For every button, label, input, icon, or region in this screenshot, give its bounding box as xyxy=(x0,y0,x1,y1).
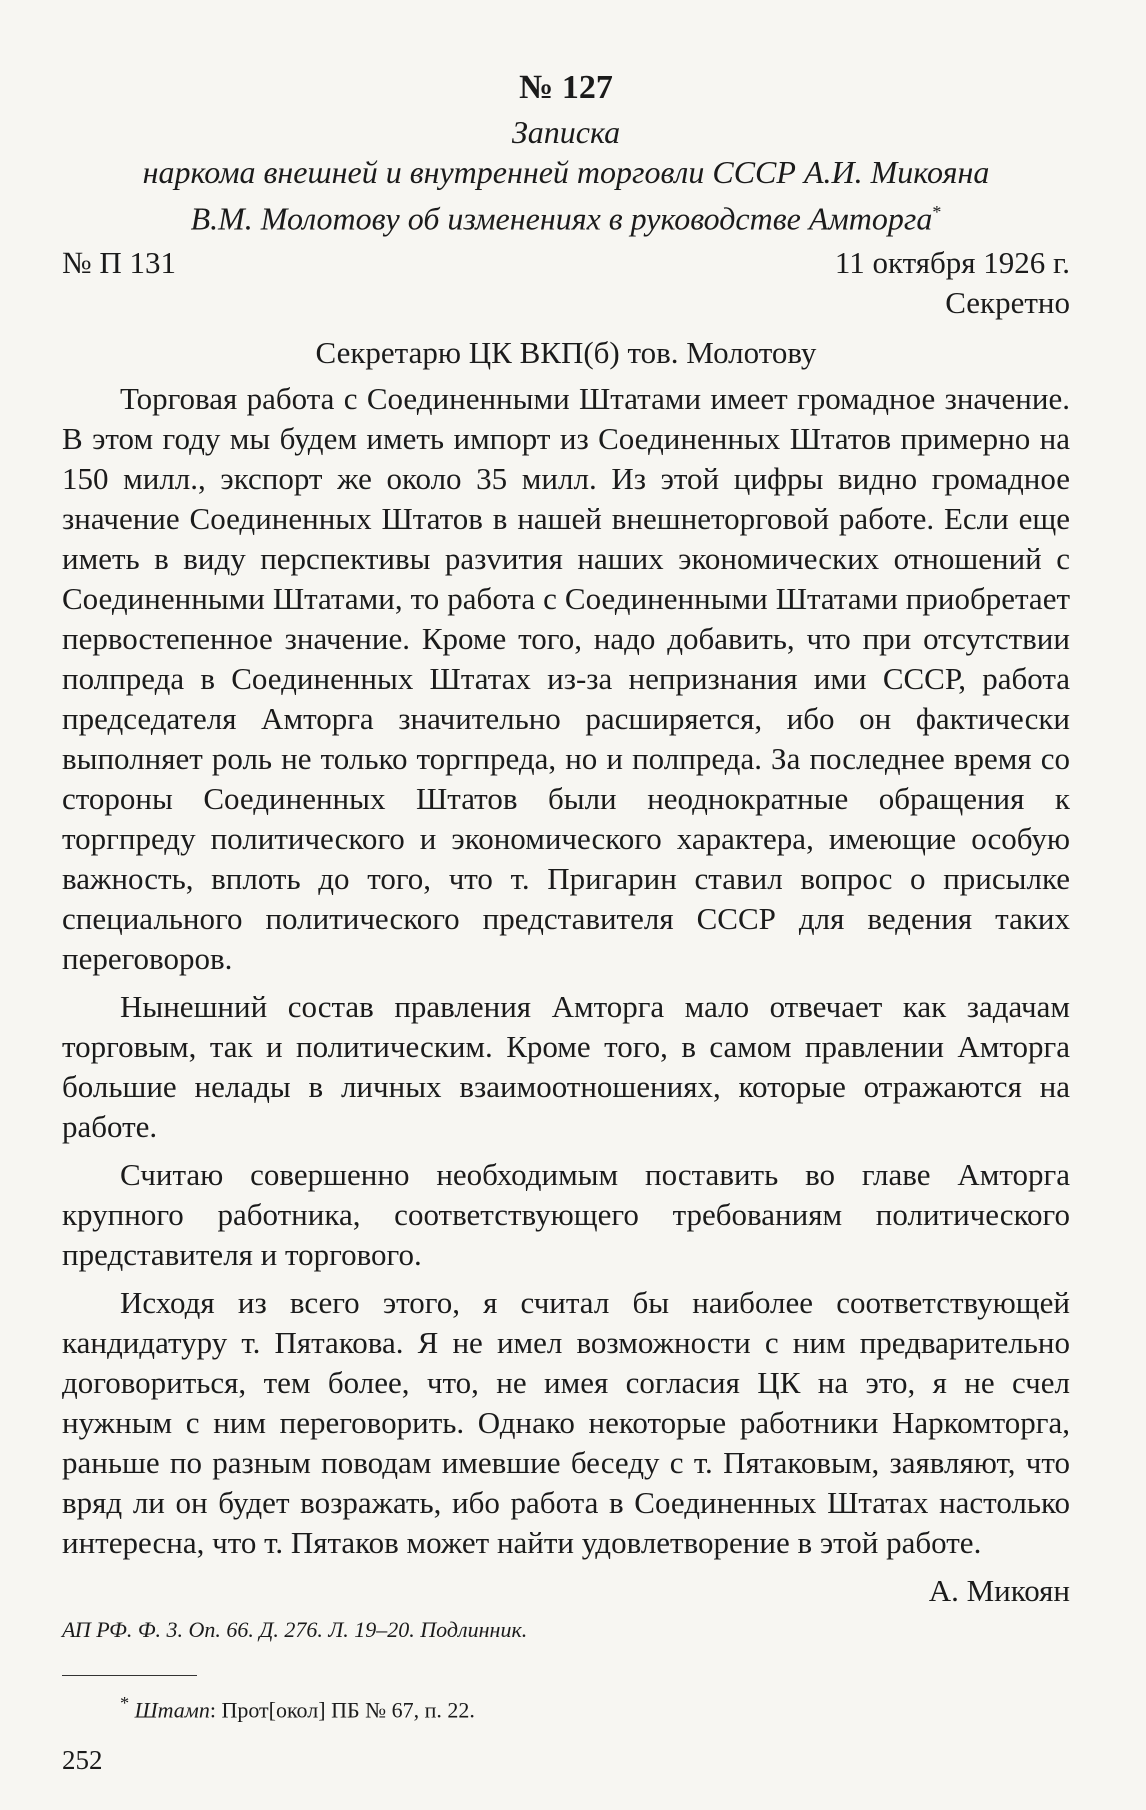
document-page xyxy=(62,68,1070,1725)
footnote-mark: * xyxy=(120,1692,130,1713)
footnote-divider xyxy=(62,1675,197,1676)
footnote xyxy=(62,1688,1070,1725)
addressee: Секретарю ЦК ВКП(б) тов. Молотову xyxy=(315,334,817,370)
page-number: 252 xyxy=(62,1745,103,1775)
document-date: 11 октября 1926 г. xyxy=(834,244,1070,280)
footnote-text: : Прот[окол] ПБ № 67, п. 22. xyxy=(209,1696,475,1722)
meta-row xyxy=(62,243,1070,283)
body-paragraph-3: Считаю совершенно необходимым поставить во главе Амторга крупного работника, соответствующего требованиям политического представителя и торгового. xyxy=(62,1156,1070,1272)
document-title xyxy=(62,112,1070,239)
title-line-3 xyxy=(62,192,1070,239)
document-number: № 127 xyxy=(519,69,613,106)
title-footnote-mark: * xyxy=(932,202,942,222)
body-paragraph-2: Нынешний состав правления Амторга мало отвечает как задачам торговым, так и политическим. Кроме того, в самом правлении Амторга большие нелады в личных взаимоотношениях, которые отражаются на работе. xyxy=(62,988,1070,1144)
body-paragraph-1: Торговая работа с Соединенными Штатами имеет громадное значение. В этом году мы будем иметь импорт из Соединенных Штатов примерно на 150 милл., экспорт же около 35 милл. Из этой цифры видно громадное значение Соединенных Штатов в нашей внешнеторговой работе. Если еще иметь в виду перспективы разvития наших экономических отношений с Соединенными Штатами, то работа с Соединенными Штатами приобретает первостепенное значение. Кроме того, надо добавить, что при отсутствии полпреда в Соединенных Штатах из-за непризнания ими СССР, работа председателя Амторга значительно расширяется, ибо он фактически выполняет роль не только торгпреда, но и полпреда. За последнее время со стороны Соединенных Штатов были неоднократные обращения к торгпреду политического и экономического характера, имеющие особую важность, вплоть до того, что т. Пригарин ставил вопрос о присылке специального политического представителя СССР для ведения таких переговоров. xyxy=(62,380,1070,976)
title-line-3-text: В.М. Молотову об изменениях в руководстве Амторга xyxy=(190,200,933,237)
signature: А. Микоян xyxy=(928,1572,1070,1608)
secrecy-stamp: Секретно xyxy=(945,284,1070,320)
title-line-2: наркома внешней и внутренней торговли СССР А.И. Микояна xyxy=(142,154,990,190)
title-line-1: Записка xyxy=(511,114,621,150)
body-paragraph-4: Исходя из всего этого, я считал бы наиболее соответствующей кандидатуру т. Пятакова. Я не имел возможности с ним предварительно договориться, тем более, что, не имея согласия ЦК на это, я не счел нужным с ним переговорить. Однако некоторые работники Наркомторга, раньше по разным поводам имевшие беседу с т. Пятаковым, заявляют, что вряд ли он будет возражать, ибо работа в Соединенных Штатах настолько интересна, что т. Пятаков может найти удовлетворение в этой работе. xyxy=(62,1284,1070,1560)
footnote-label: Штамп xyxy=(134,1696,210,1722)
archive-source: АП РФ. Ф. 3. Оп. 66. Д. 276. Л. 19–20. Подлинник. xyxy=(62,1616,528,1642)
registration-number: № П 131 xyxy=(62,244,176,280)
